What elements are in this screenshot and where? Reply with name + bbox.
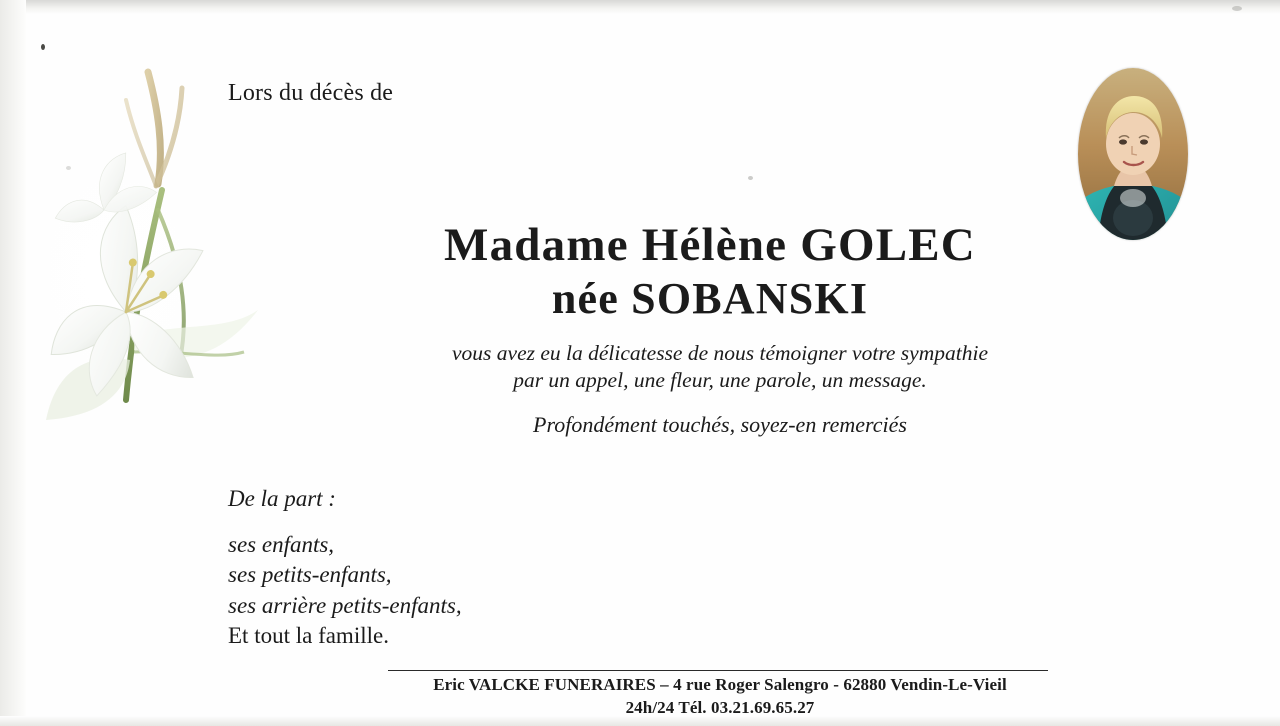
scan-top-edge bbox=[0, 0, 1280, 14]
thanks-line-2: par un appel, une fleur, une parole, un message. bbox=[513, 367, 927, 392]
funeral-home-footer bbox=[330, 674, 1110, 720]
list-item: ses petits-enfants, bbox=[228, 562, 392, 588]
thanks-paragraph bbox=[300, 340, 1140, 394]
deceased-name bbox=[300, 219, 1120, 325]
scan-speck bbox=[66, 166, 71, 170]
white-lily-illustration bbox=[30, 60, 290, 480]
footer-line-1: Eric VALCKE FUNERAIRES – 4 rue Roger Salengro - 62880 Vendin-Le-Vieil bbox=[433, 675, 1007, 694]
scan-speck bbox=[748, 176, 753, 180]
family-list bbox=[228, 530, 462, 651]
scan-left-edge bbox=[0, 0, 26, 726]
portrait-photo bbox=[1078, 68, 1188, 240]
thanks-closing: Profondément touchés, soyez-en remerciés bbox=[533, 412, 907, 437]
portrait-photo-image bbox=[1078, 68, 1188, 240]
from-label: De la part : bbox=[228, 486, 336, 511]
deceased-name-line1: Madame Hélène GOLEC bbox=[444, 219, 976, 271]
footer-divider bbox=[388, 670, 1048, 671]
list-item: ses arrière petits-enfants, bbox=[228, 592, 462, 618]
deceased-name-line2: née SOBANSKI bbox=[551, 273, 869, 323]
thanks-line-1: vous avez eu la délicatesse de nous témoigner votre sympathie bbox=[452, 341, 988, 365]
intro-text: Lors du décès de bbox=[228, 80, 394, 106]
list-item: Et tout la famille. bbox=[228, 623, 389, 649]
scan-speck bbox=[41, 44, 45, 50]
scan-speck bbox=[1232, 6, 1242, 11]
footer-line-2: 24h/24 Tél. 03.21.69.65.27 bbox=[625, 697, 815, 717]
list-item: ses enfants, bbox=[228, 532, 335, 557]
